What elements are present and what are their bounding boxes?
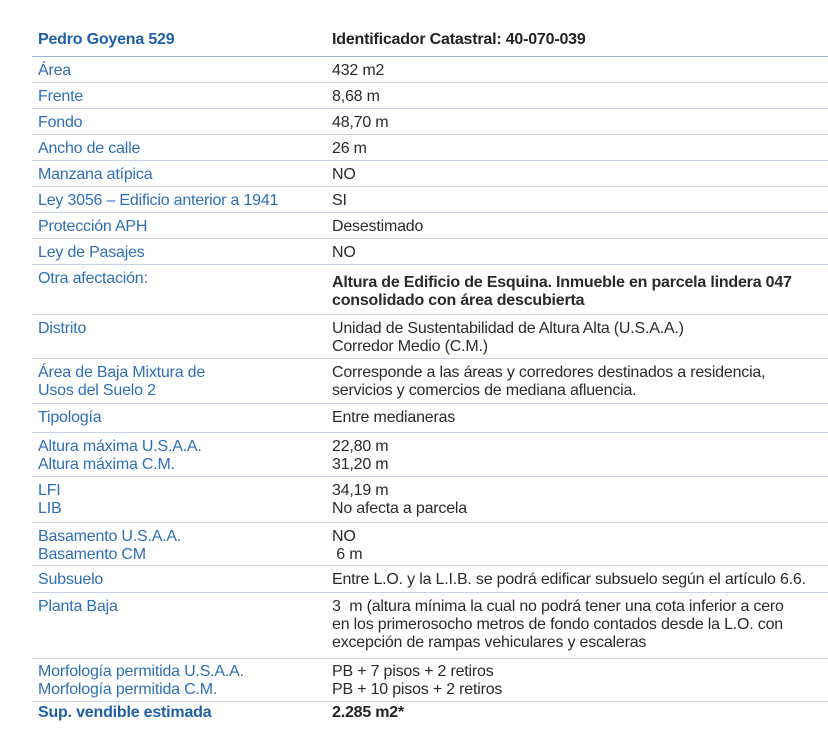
row-label: Protección APH [38, 218, 148, 235]
row-label: Área [38, 62, 71, 79]
row-value: 8,68 m [332, 88, 380, 105]
row-value: Entre L.O. y la L.I.B. se podrá edificar subsuelo según el artículo 6.6. [332, 571, 806, 588]
estimated-sellable-area-label: Sup. vendible estimada [38, 704, 212, 721]
property-data-table [32, 24, 828, 730]
row-label: Manzana atípica [38, 166, 153, 183]
row-value: SI [332, 192, 347, 209]
row-value: Corresponde a las áreas y corredores destinados a residencia, servicios y comercios de mediana afluencia. [332, 364, 766, 399]
row-value: Altura de Edificio de Esquina. Inmueble en parcela lindera 047 consolidado con área descubierta [332, 274, 792, 309]
table-row [32, 433, 828, 477]
row-label: Área de Baja Mixtura de Usos del Suelo 2 [38, 364, 206, 399]
row-value: 22,80 m 31,20 m [332, 438, 389, 473]
table-row [32, 659, 828, 702]
table-row [32, 265, 828, 315]
row-label: Ley 3056 – Edificio anterior a 1941 [38, 192, 279, 209]
row-value: NO 6 m [332, 528, 363, 563]
table-row [32, 404, 828, 433]
row-value: Unidad de Sustentabilidad de Altura Alta (U.S.A.A.) Corredor Medio (C.M.) [332, 320, 684, 355]
table-row [32, 187, 828, 213]
row-value: PB + 7 pisos + 2 retiros PB + 10 pisos + 2 retiros [332, 663, 503, 698]
row-label: Tipología [38, 409, 102, 426]
table-row [32, 239, 828, 265]
table-row [32, 523, 828, 566]
row-value: Entre medianeras [332, 409, 456, 426]
row-value: 48,70 m [332, 114, 389, 131]
table-row [32, 213, 828, 239]
row-value: 3 m (altura mínima la cual no podrá tener una cota inferior a cero en los primerosocho metros de fondo contados desde la L.O. con excepción de rampas vehiculares y escaleras [332, 598, 784, 651]
cadastral-id-heading: Identificador Catastral: 40-070-039 [332, 31, 586, 48]
row-label: Morfología permitida U.S.A.A. Morfología permitida C.M. [38, 663, 244, 698]
row-value: NO [332, 166, 356, 183]
table-row [32, 135, 828, 161]
table-row [32, 477, 828, 523]
row-value: 432 m2 [332, 62, 385, 79]
estimated-sellable-area-value: 2.285 m2* [332, 704, 405, 721]
table-header-row [32, 24, 828, 57]
row-label: Distrito [38, 320, 87, 337]
row-value: 34,19 m No afecta a parcela [332, 482, 467, 517]
row-label: Altura máxima U.S.A.A. Altura máxima C.M. [38, 438, 202, 473]
table-row [32, 109, 828, 135]
table-row [32, 83, 828, 109]
row-label: Subsuelo [38, 571, 104, 588]
row-label: Frente [38, 88, 84, 105]
row-label: Fondo [38, 114, 83, 131]
row-label: Ley de Pasajes [38, 244, 145, 261]
table-row [32, 161, 828, 187]
table-row [32, 566, 828, 593]
table-row [32, 315, 828, 359]
row-value: 26 m [332, 140, 367, 157]
row-value: Desestimado [332, 218, 424, 235]
table-row [32, 593, 828, 659]
table-footer-row [32, 702, 828, 730]
row-value: NO [332, 244, 356, 261]
row-label: Otra afectación: [38, 270, 148, 287]
row-label: LFI LIB [38, 482, 62, 517]
address-heading: Pedro Goyena 529 [38, 31, 175, 48]
row-label: Ancho de calle [38, 140, 141, 157]
table-row [32, 57, 828, 83]
row-label: Planta Baja [38, 598, 118, 615]
table-row [32, 359, 828, 404]
row-label: Basamento U.S.A.A. Basamento CM [38, 528, 182, 563]
